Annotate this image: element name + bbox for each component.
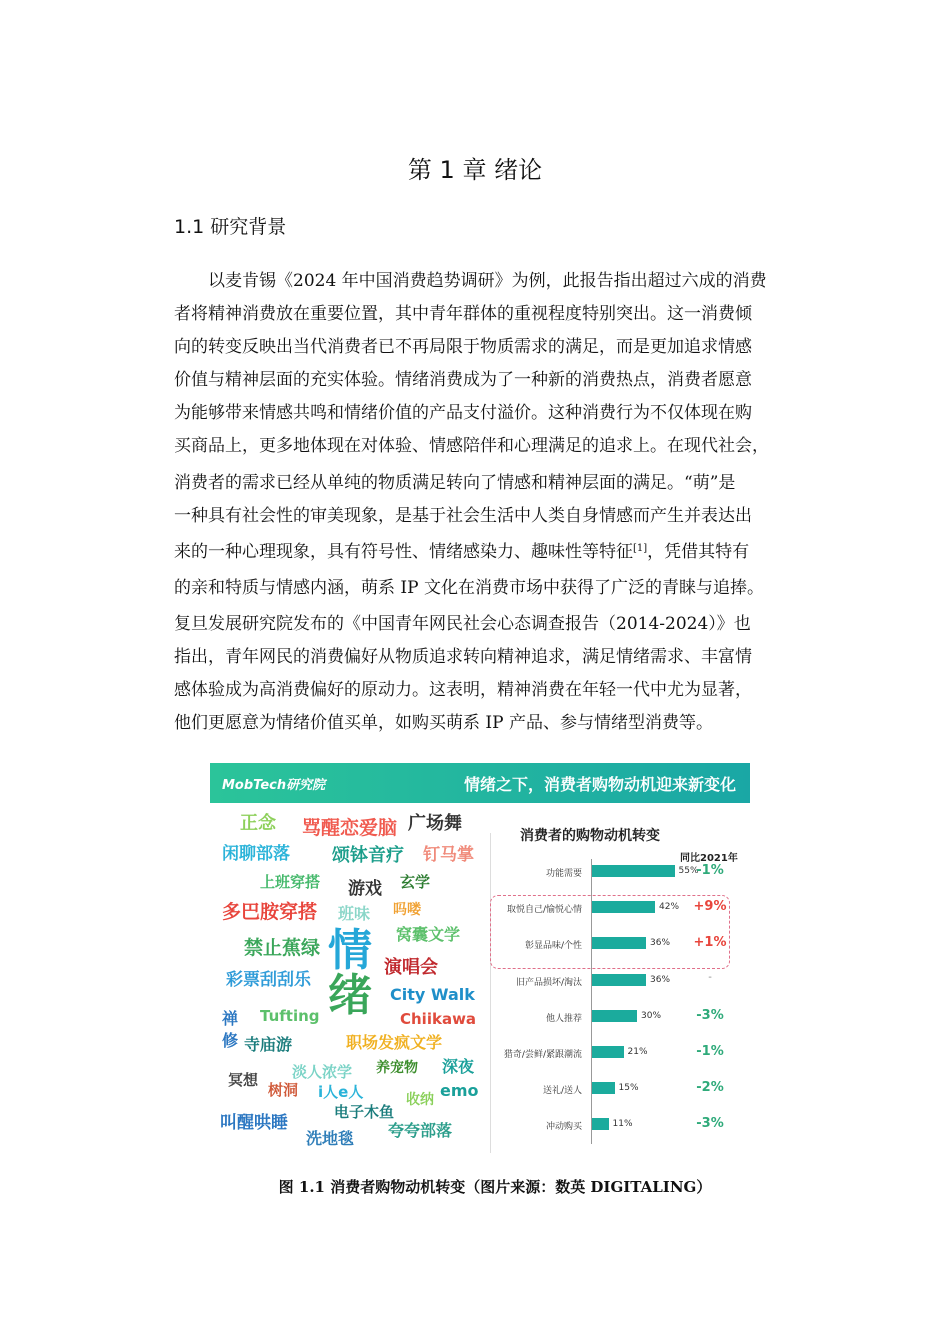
text-span: ，凭借其特有 xyxy=(647,542,750,562)
cloud-word: 窝囊文学 xyxy=(396,925,461,944)
cloud-word: 上班穿搭 xyxy=(260,873,321,891)
bar-category-label: 他人推荐 xyxy=(545,1013,582,1024)
bar xyxy=(592,1082,615,1094)
bar-value-label: 21% xyxy=(627,1047,648,1057)
cloud-word: 情 xyxy=(328,925,372,976)
cloud-word: 养宠物 xyxy=(376,1060,418,1076)
cloud-word: 颂钵音疗 xyxy=(332,845,404,866)
figure-caption: 图 1.1 消费者购物动机转变（图片来源：数英 DIGITALING） xyxy=(278,1178,712,1196)
cloud-word: i人e人 xyxy=(318,1083,364,1101)
text-line: 买商品上，更多地体现在对体验、情感陪伴和心理满足的追求上。在现代社会， xyxy=(174,436,769,456)
figure-shopping-motivation xyxy=(210,763,750,1160)
yoy-change: -3% xyxy=(696,1007,724,1023)
bar xyxy=(592,865,675,877)
cloud-word: 游戏 xyxy=(348,879,382,899)
cloud-word: 修 xyxy=(222,1031,239,1050)
text-line: 指出，青年网民的消费偏好从物质追求转向精神追求，满足情绪需求、丰富情 xyxy=(174,647,752,667)
text-line: 为能够带来情感共鸣和情绪价值的产品支付溢价。这种消费行为不仅体现在购 xyxy=(174,403,752,423)
bar xyxy=(592,974,646,986)
figure-header xyxy=(210,763,750,803)
bar xyxy=(592,1010,637,1022)
yoy-change: -2% xyxy=(696,1080,724,1096)
text-line: 价值与精神层面的充实体验。情绪消费成为了一种新的消费热点，消费者愿意 xyxy=(174,370,752,390)
cloud-word: 彩票刮刮乐 xyxy=(226,970,311,990)
cloud-word: 广场舞 xyxy=(408,813,462,834)
bar xyxy=(592,937,646,949)
cloud-word: Chiikawa xyxy=(400,1010,477,1028)
cloud-word: 钉马掌 xyxy=(423,845,474,865)
cloud-word: 禅 xyxy=(222,1009,239,1028)
cloud-word: City Walk xyxy=(390,985,475,1004)
chart-title: 消费者的购物动机转变 xyxy=(520,828,660,844)
bar-value-label: 11% xyxy=(612,1119,633,1130)
cloud-word: 叫醒哄睡 xyxy=(220,1113,288,1133)
bar-category-label: 冲动购买 xyxy=(545,1122,582,1133)
citation-ref[interactable]: [1] xyxy=(633,543,648,554)
cloud-word: 寺庙游 xyxy=(244,1035,293,1054)
bar-category-label: 功能需要 xyxy=(545,869,582,879)
bar-value-label: 30% xyxy=(641,1010,662,1021)
text-line: 感体验成为高消费偏好的原动力。这表明，精神消费在年轻一代中尤为显著， xyxy=(174,680,752,700)
bar-category-label: 猎奇/尝鲜/紧跟潮流 xyxy=(503,1050,582,1060)
text-line: 他们更愿意为情绪价值买单，如购买萌系 IP 产品、参与情绪型消费等。 xyxy=(174,713,713,733)
mobtech-logo: MobTech研究院 xyxy=(222,778,326,793)
cloud-word: 闲聊部落 xyxy=(222,844,290,864)
figure-headline: 情绪之下，消费者购物动机迎来新变化 xyxy=(463,775,736,794)
cloud-word: 深夜 xyxy=(442,1057,475,1076)
text-line: 以麦肯锡《2024 年中国消费趋势调研》为例，此报告指出超过六成的消费 xyxy=(208,271,767,291)
cloud-word: 绪 xyxy=(328,970,372,1021)
text-span: 来的一种心理现象，具有符号性、情绪感染力、趣味性等特征 xyxy=(174,542,633,562)
cloud-word: 淡人浓学 xyxy=(292,1063,353,1081)
cloud-word: emo xyxy=(440,1081,479,1100)
chapter-title: 第 1 章 绪论 xyxy=(407,156,543,184)
body-text xyxy=(174,265,838,740)
text-line: 复旦发展研究院发布的《中国青年网民社会心态调查报告（2014-2024）》也 xyxy=(174,614,751,634)
yoy-change: -3% xyxy=(696,1116,724,1132)
cloud-word: 洗地毯 xyxy=(306,1129,355,1148)
bar-value-label: 42% xyxy=(659,902,680,913)
yoy-change: +1% xyxy=(693,935,727,951)
bar-category-label: 旧产品损坏/淘汰 xyxy=(515,977,582,988)
bar xyxy=(592,901,655,913)
yoy-change: -1% xyxy=(696,1044,724,1059)
text-line xyxy=(174,536,838,569)
cloud-word: 正念 xyxy=(240,813,276,834)
divider xyxy=(490,833,491,1153)
cloud-word: 骂醒恋爱脑 xyxy=(302,817,398,839)
cloud-word: 树洞 xyxy=(268,1081,299,1099)
cloud-word: 吗喽 xyxy=(393,902,421,918)
word-cloud xyxy=(210,803,485,1160)
cloud-word: 多巴胺穿搭 xyxy=(222,901,318,923)
bar xyxy=(592,1118,609,1130)
text-line: 消费者的需求已经从单纯的物质满足转向了情感和精神层面的满足。“萌”是 xyxy=(174,473,736,493)
bar-value-label: 15% xyxy=(618,1083,639,1094)
section-title: 1.1 研究背景 xyxy=(174,216,287,238)
cloud-word: 演唱会 xyxy=(384,957,438,978)
cloud-word: 冥想 xyxy=(228,1071,259,1089)
cloud-word: 班味 xyxy=(338,904,371,923)
bar xyxy=(592,1046,624,1058)
bar-category-label: 取悦自己/愉悦心情 xyxy=(506,905,582,916)
cloud-word: 电子木鱼 xyxy=(334,1103,395,1121)
cloud-word: 玄学 xyxy=(400,873,431,891)
bar-value-label: 36% xyxy=(650,974,671,985)
yoy-change: - xyxy=(708,971,712,983)
bar-value-label: 36% xyxy=(650,938,671,949)
yoy-header: 同比2021年 xyxy=(680,853,738,864)
cloud-word: Tufting xyxy=(260,1007,320,1025)
yoy-change: -1% xyxy=(696,863,724,878)
bar-category-label: 送礼/送人 xyxy=(542,1086,582,1097)
bar-value-label: 55% xyxy=(678,866,699,876)
yoy-change: +9% xyxy=(693,899,727,915)
cloud-word: 职场发疯文学 xyxy=(346,1033,443,1052)
text-line: 一种具有社会性的审美现象，是基于社会生活中人类自身情感而产生并表达出 xyxy=(174,506,752,526)
bar-category-label: 彰显品味/个性 xyxy=(524,941,582,952)
text-line: 向的转变反映出当代消费者已不再局限于物质需求的满足，而是更加追求情感 xyxy=(174,337,752,357)
cloud-word: 夸夸部落 xyxy=(388,1121,453,1140)
text-line: 者将精神消费放在重要位置，其中青年群体的重视程度特别突出。这一消费倾 xyxy=(174,304,752,324)
cloud-word: 收纳 xyxy=(406,1092,434,1108)
cloud-word: 禁止蕉绿 xyxy=(244,937,321,959)
text-line: 的亲和特质与情感内涵，萌系 IP 文化在消费市场中获得了广泛的青睐与追捧。 xyxy=(174,578,764,598)
